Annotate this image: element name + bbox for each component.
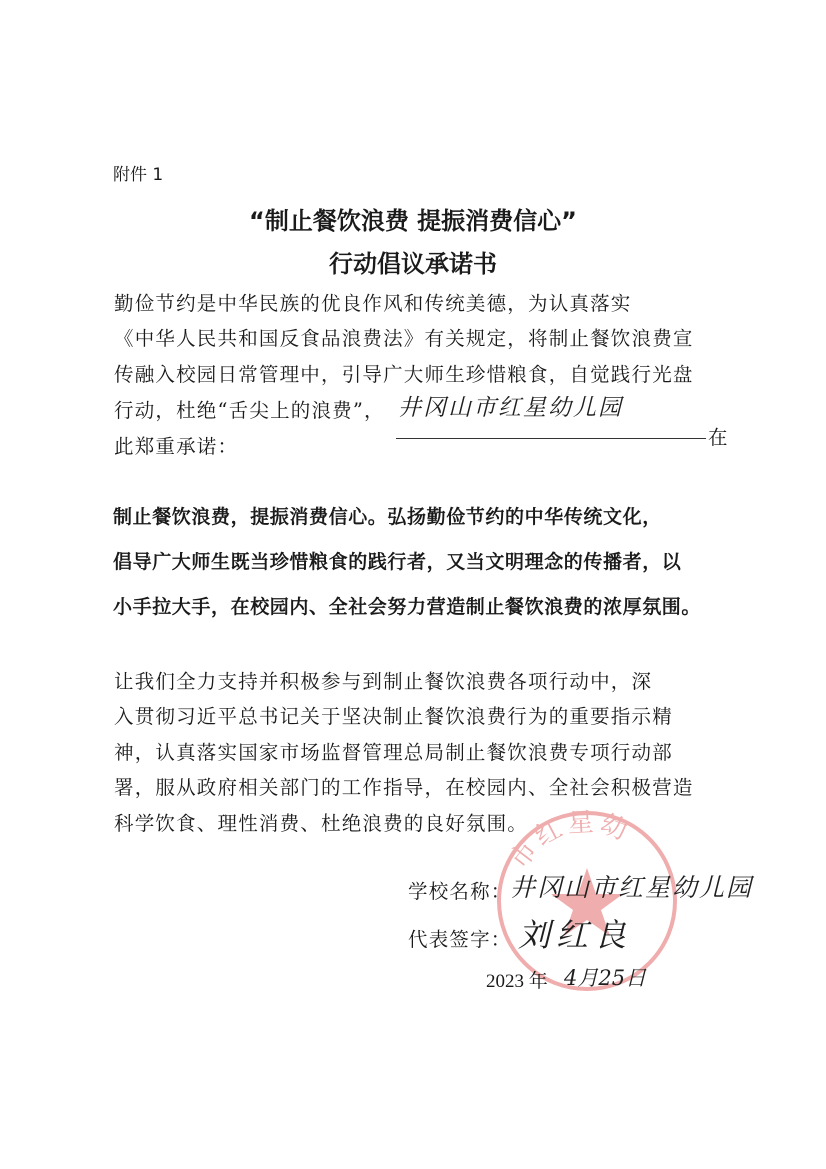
date-handwritten: 4月25日 bbox=[564, 966, 647, 990]
para2-line-3: 小手拉大手，在校园内、全社会努力营造制止餐饮浪费的浓厚氛围。 bbox=[113, 596, 702, 618]
svg-text:市红星幼: 市红星幼 bbox=[504, 807, 635, 875]
title-line-2: 行动倡议承诺书 bbox=[329, 250, 497, 278]
para3-line-3: 神，认真落实国家市场监督管理总局制止餐饮浪费专项行动部 bbox=[114, 741, 673, 764]
title-line-1: “制止餐饮浪费 提振消费信心” bbox=[249, 207, 577, 235]
representative-label: 代表签字： bbox=[408, 928, 512, 951]
para1-line-5: 此郑重承诺： bbox=[114, 435, 239, 458]
para3-line-1: 让我们全力支持并积极参与到制止餐饮浪费各项行动中，深 bbox=[114, 670, 653, 693]
representative-signature: 刘红良 bbox=[518, 916, 633, 954]
para2-line-1: 制止餐饮浪费，提振消费信心。弘扬勤俭节约的中华传统文化， bbox=[113, 506, 662, 528]
para3-line-2: 入贯彻习近平总书记关于坚决制止餐饮浪费行为的重要指示精 bbox=[114, 705, 673, 728]
para2-line-2: 倡导广大师生既当珍惜粮食的践行者，又当文明理念的传播者，以 bbox=[113, 551, 682, 573]
para1-line-1: 勤俭节约是中华民族的优良作风和传统美德，为认真落实 bbox=[114, 292, 632, 315]
para3-line-4: 署，服从政府相关部门的工作指导，在校园内、全社会积极营造 bbox=[114, 776, 694, 799]
para1-line-4-end: 在 bbox=[708, 426, 729, 449]
date-year: 2023 年 bbox=[486, 971, 548, 992]
attachment-label: 附件 1 bbox=[113, 165, 164, 185]
fill-underline bbox=[396, 438, 706, 439]
school-name-handwritten: 井冈山市红星幼儿园 bbox=[398, 395, 623, 421]
school-signature: 井冈山市红星幼儿园 bbox=[510, 873, 754, 902]
school-label: 学校名称： bbox=[408, 880, 512, 903]
para1-line-2: 《中华人民共和国反食品浪费法》有关规定，将制止餐饮浪费宣 bbox=[114, 327, 694, 350]
para3-line-5: 科学饮食、理性消费、杜绝浪费的良好氛围。 bbox=[114, 812, 529, 835]
para1-line-4: 行动，杜绝“舌尖上的浪费”， bbox=[114, 399, 385, 422]
para1-line-3: 传融入校园日常管理中，引导广大师生珍惜粮食，自觉践行光盘 bbox=[114, 363, 694, 386]
